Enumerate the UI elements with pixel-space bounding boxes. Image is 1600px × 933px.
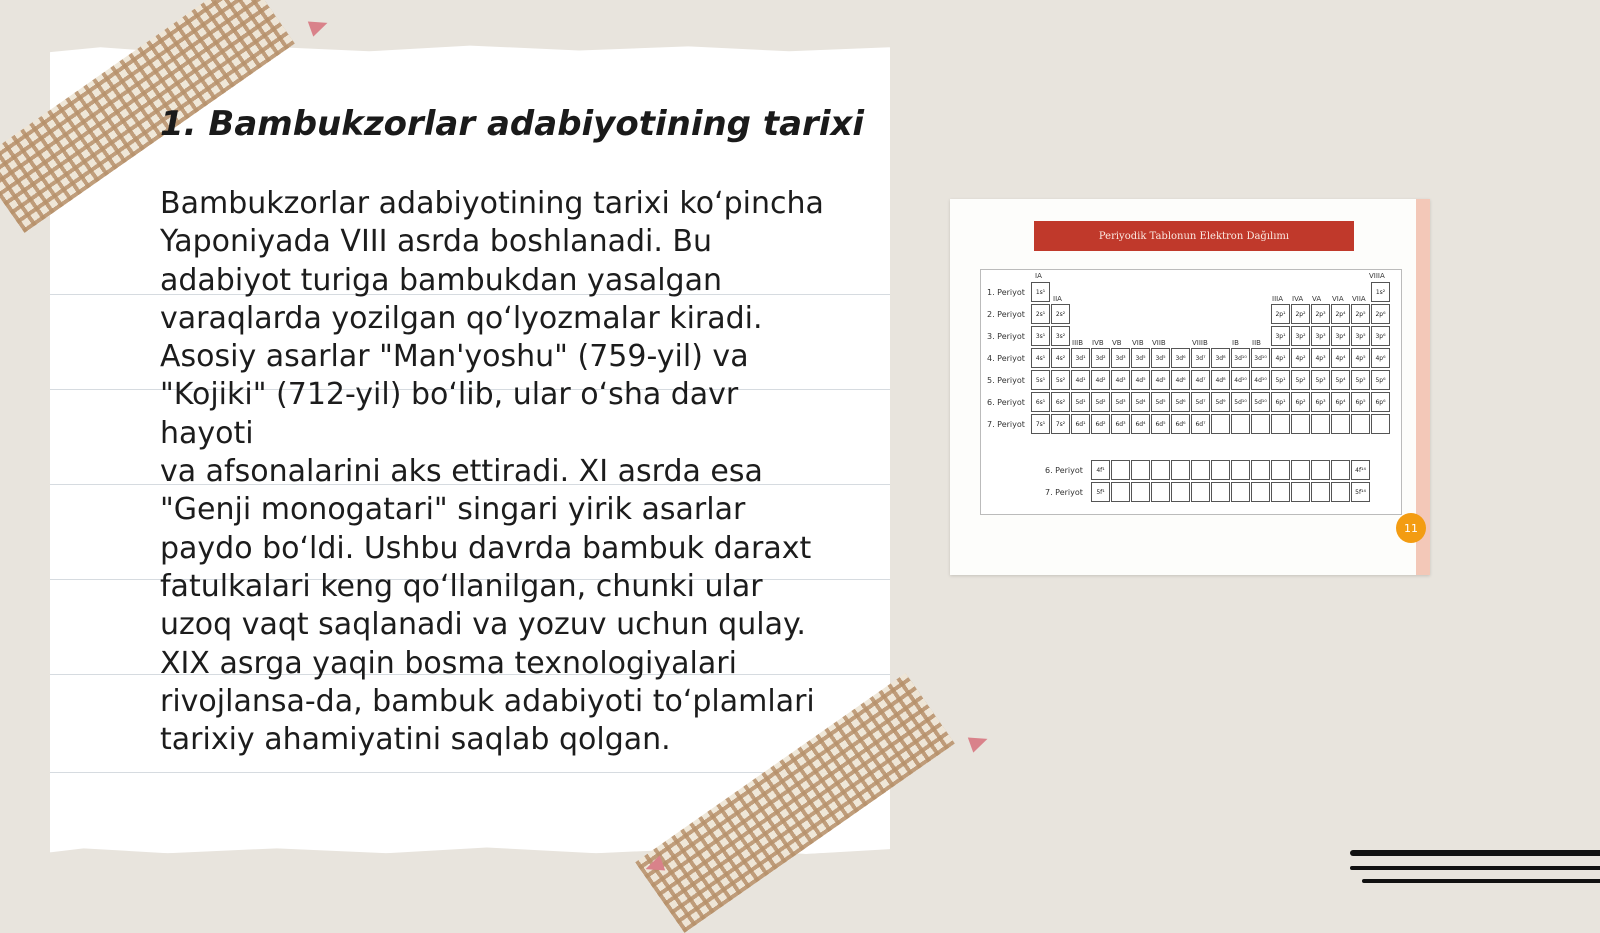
group-label: IB: [1232, 339, 1239, 347]
body-line: varaqlarda yozilgan qo‘lyozmalar kiradi.: [160, 300, 763, 336]
element-cell: [1371, 414, 1390, 434]
element-cell: 3p¹: [1271, 326, 1290, 346]
element-cell: 3d⁵: [1151, 348, 1170, 368]
group-label: IIA: [1053, 295, 1062, 303]
group-label: VA: [1312, 295, 1322, 303]
element-cell: 6p⁴: [1331, 392, 1350, 412]
element-cell: [1231, 482, 1250, 502]
electron-configuration-table: [980, 269, 1402, 515]
element-cell: 4s²: [1051, 348, 1070, 368]
element-cell: [1351, 414, 1370, 434]
element-cell: 1s²: [1371, 282, 1390, 302]
element-cell: 5p¹: [1271, 370, 1290, 390]
tape-corner-mark: [308, 15, 330, 36]
element-cell: 4p⁴: [1331, 348, 1350, 368]
element-cell: 3d¹⁰: [1231, 348, 1250, 368]
element-cell: 3p⁶: [1371, 326, 1390, 346]
group-label: IVA: [1292, 295, 1304, 303]
element-cell: 3d²: [1091, 348, 1110, 368]
element-cell: [1271, 482, 1290, 502]
element-cell: 6s¹: [1031, 392, 1050, 412]
element-cell: [1151, 482, 1170, 502]
element-cell: [1271, 460, 1290, 480]
period-label: 7. Periyot: [987, 420, 1025, 429]
body-line: Asosiy asarlar "Man'yoshu" (759-yil) va: [160, 339, 749, 375]
periodic-table-figure: [950, 199, 1430, 575]
element-cell: 4p²: [1291, 348, 1310, 368]
element-cell: 3p⁴: [1331, 326, 1350, 346]
element-cell: [1171, 482, 1190, 502]
group-label: IIB: [1252, 339, 1261, 347]
element-cell: [1311, 482, 1330, 502]
element-cell: 1s¹: [1031, 282, 1050, 302]
element-cell: [1111, 482, 1130, 502]
element-cell: 4d⁷: [1191, 370, 1210, 390]
group-label: VIIIA: [1369, 272, 1385, 280]
element-cell: 4d¹: [1071, 370, 1090, 390]
element-cell: 5d¹⁰: [1231, 392, 1250, 412]
element-cell: 5p⁵: [1351, 370, 1370, 390]
decorative-brush-stroke: [1362, 879, 1600, 883]
element-cell: 3d⁵: [1131, 348, 1150, 368]
body-line: fatulkalari keng qo‘llanilgan, chunki ular: [160, 568, 763, 604]
element-cell: [1111, 460, 1130, 480]
element-cell: [1331, 460, 1350, 480]
element-cell: 4d¹⁰: [1231, 370, 1250, 390]
group-label: IIIB: [1072, 339, 1083, 347]
element-cell: [1311, 414, 1330, 434]
element-cell: 6p¹: [1271, 392, 1290, 412]
element-cell: 4f¹⁴: [1351, 460, 1370, 480]
element-cell: 5p²: [1291, 370, 1310, 390]
group-label: IIIA: [1272, 295, 1283, 303]
element-cell: 5d⁹: [1211, 392, 1230, 412]
element-cell: 4s¹: [1031, 348, 1050, 368]
element-cell: 3d⁸: [1211, 348, 1230, 368]
element-cell: 4f¹: [1091, 460, 1110, 480]
element-cell: 6p⁵: [1351, 392, 1370, 412]
element-cell: 3p²: [1291, 326, 1310, 346]
figure-title-banner: Periyodik Tablonun Elektron Dağılımı: [1034, 221, 1354, 251]
element-cell: 5d⁶: [1171, 392, 1190, 412]
decorative-brush-stroke: [1350, 866, 1600, 870]
element-cell: 4d⁵: [1151, 370, 1170, 390]
group-label: VIIA: [1352, 295, 1366, 303]
element-cell: [1231, 414, 1250, 434]
element-cell: 4p⁵: [1351, 348, 1370, 368]
element-cell: 5d³: [1111, 392, 1130, 412]
element-cell: [1331, 482, 1350, 502]
element-cell: 5d⁴: [1131, 392, 1150, 412]
element-cell: [1191, 460, 1210, 480]
slide-title: 1. Bambukzorlar adabiyotining tarixi: [160, 104, 865, 144]
element-cell: 4d³: [1111, 370, 1130, 390]
group-label: VIB: [1132, 339, 1144, 347]
element-cell: 5d⁷: [1191, 392, 1210, 412]
element-cell: 3s¹: [1031, 326, 1050, 346]
element-cell: [1251, 414, 1270, 434]
element-cell: [1151, 460, 1170, 480]
element-cell: 5s²: [1051, 370, 1070, 390]
group-label: VIIIB: [1192, 339, 1208, 347]
element-cell: 5p³: [1311, 370, 1330, 390]
body-line: XIX asrga yaqin bosma texnologiyalari: [160, 645, 737, 681]
tape-corner-mark: [968, 731, 990, 752]
element-cell: [1251, 482, 1270, 502]
element-cell: [1231, 460, 1250, 480]
body-line: "Kojiki" (712-yil) bo‘lib, ular o‘sha davr hayoti: [160, 377, 739, 451]
element-cell: 4d⁸: [1211, 370, 1230, 390]
element-cell: 2s²: [1051, 304, 1070, 324]
period-label: 5. Periyot: [987, 376, 1025, 385]
period-label: 7. Periyot: [1045, 488, 1083, 497]
page-number-badge: 11: [1396, 513, 1426, 543]
body-line: va afsonalarini aks ettiradi. XI asrda esa: [160, 454, 763, 490]
element-cell: [1331, 414, 1350, 434]
element-cell: 2p²: [1291, 304, 1310, 324]
element-cell: 6d⁵: [1151, 414, 1170, 434]
element-cell: 5d²: [1091, 392, 1110, 412]
element-cell: [1291, 414, 1310, 434]
element-cell: 5s¹: [1031, 370, 1050, 390]
element-cell: 6p⁶: [1371, 392, 1390, 412]
element-cell: [1191, 482, 1210, 502]
element-cell: 6d⁷: [1191, 414, 1210, 434]
period-label: 3. Periyot: [987, 332, 1025, 341]
element-cell: 3d¹: [1071, 348, 1090, 368]
element-cell: 5d⁵: [1151, 392, 1170, 412]
element-cell: 6d¹: [1071, 414, 1090, 434]
element-cell: 7s¹: [1031, 414, 1050, 434]
element-cell: 6s²: [1051, 392, 1070, 412]
element-cell: [1251, 460, 1270, 480]
period-label: 4. Periyot: [987, 354, 1025, 363]
body-line: tarixiy ahamiyatini saqlab qolgan.: [160, 722, 671, 758]
period-label: 6. Periyot: [987, 398, 1025, 407]
element-cell: [1211, 460, 1230, 480]
element-cell: [1171, 460, 1190, 480]
element-cell: 3s²: [1051, 326, 1070, 346]
element-cell: [1311, 460, 1330, 480]
element-cell: 4p¹: [1271, 348, 1290, 368]
decorative-brush-stroke: [1350, 850, 1600, 856]
element-cell: 3p⁵: [1351, 326, 1370, 346]
element-cell: [1131, 482, 1150, 502]
element-cell: 6d³: [1111, 414, 1130, 434]
element-cell: 4p⁶: [1371, 348, 1390, 368]
period-label: 6. Periyot: [1045, 466, 1083, 475]
element-cell: [1291, 482, 1310, 502]
body-line: uzoq vaqt saqlanadi va yozuv uchun qulay.: [160, 607, 806, 643]
group-label: VIA: [1332, 295, 1344, 303]
period-label: 2. Periyot: [987, 310, 1025, 319]
element-cell: 2p¹: [1271, 304, 1290, 324]
body-line: paydo bo‘ldi. Ushbu davrda bambuk daraxt: [160, 530, 812, 566]
group-label: VIIB: [1152, 339, 1166, 347]
element-cell: 5d¹⁰: [1251, 392, 1270, 412]
element-cell: 6d⁴: [1131, 414, 1150, 434]
body-line: "Genji monogatari" singari yirik asarlar: [160, 492, 746, 528]
element-cell: 2p⁵: [1351, 304, 1370, 324]
element-cell: 4d¹⁰: [1251, 370, 1270, 390]
body-line: rivojlansa-da, bambuk adabiyoti to‘plamlari: [160, 683, 815, 719]
element-cell: 6d⁶: [1171, 414, 1190, 434]
slide-body-text: [160, 185, 840, 759]
element-cell: 6d²: [1091, 414, 1110, 434]
element-cell: [1211, 482, 1230, 502]
element-cell: 5f¹: [1091, 482, 1110, 502]
element-cell: 3d⁷: [1191, 348, 1210, 368]
element-cell: 4d⁵: [1131, 370, 1150, 390]
element-cell: [1211, 414, 1230, 434]
body-line: adabiyot turiga bambukdan yasalgan: [160, 262, 722, 298]
element-cell: 5d¹: [1071, 392, 1090, 412]
element-cell: [1291, 460, 1310, 480]
element-cell: [1271, 414, 1290, 434]
element-cell: 4d⁶: [1171, 370, 1190, 390]
element-cell: 5p⁶: [1371, 370, 1390, 390]
body-line: Bambukzorlar adabiyotining tarixi ko‘pincha: [160, 186, 824, 221]
element-cell: 2p³: [1311, 304, 1330, 324]
element-cell: 4p³: [1311, 348, 1330, 368]
element-cell: 3d¹⁰: [1251, 348, 1270, 368]
element-cell: [1131, 460, 1150, 480]
element-cell: 6p³: [1311, 392, 1330, 412]
element-cell: 6p²: [1291, 392, 1310, 412]
element-cell: 2s¹: [1031, 304, 1050, 324]
element-cell: 3d⁶: [1171, 348, 1190, 368]
element-cell: 2p⁴: [1331, 304, 1350, 324]
period-label: 1. Periyot: [987, 288, 1025, 297]
element-cell: 2p⁶: [1371, 304, 1390, 324]
element-cell: 4d²: [1091, 370, 1110, 390]
body-line: Yaponiyada VIII asrda boshlanadi. Bu: [160, 224, 713, 260]
element-cell: 7s²: [1051, 414, 1070, 434]
group-label: IA: [1035, 272, 1042, 280]
group-label: IVB: [1092, 339, 1104, 347]
element-cell: 5f¹⁴: [1351, 482, 1370, 502]
group-label: VB: [1112, 339, 1122, 347]
element-cell: 3p³: [1311, 326, 1330, 346]
element-cell: 3d³: [1111, 348, 1130, 368]
element-cell: 5p⁴: [1331, 370, 1350, 390]
